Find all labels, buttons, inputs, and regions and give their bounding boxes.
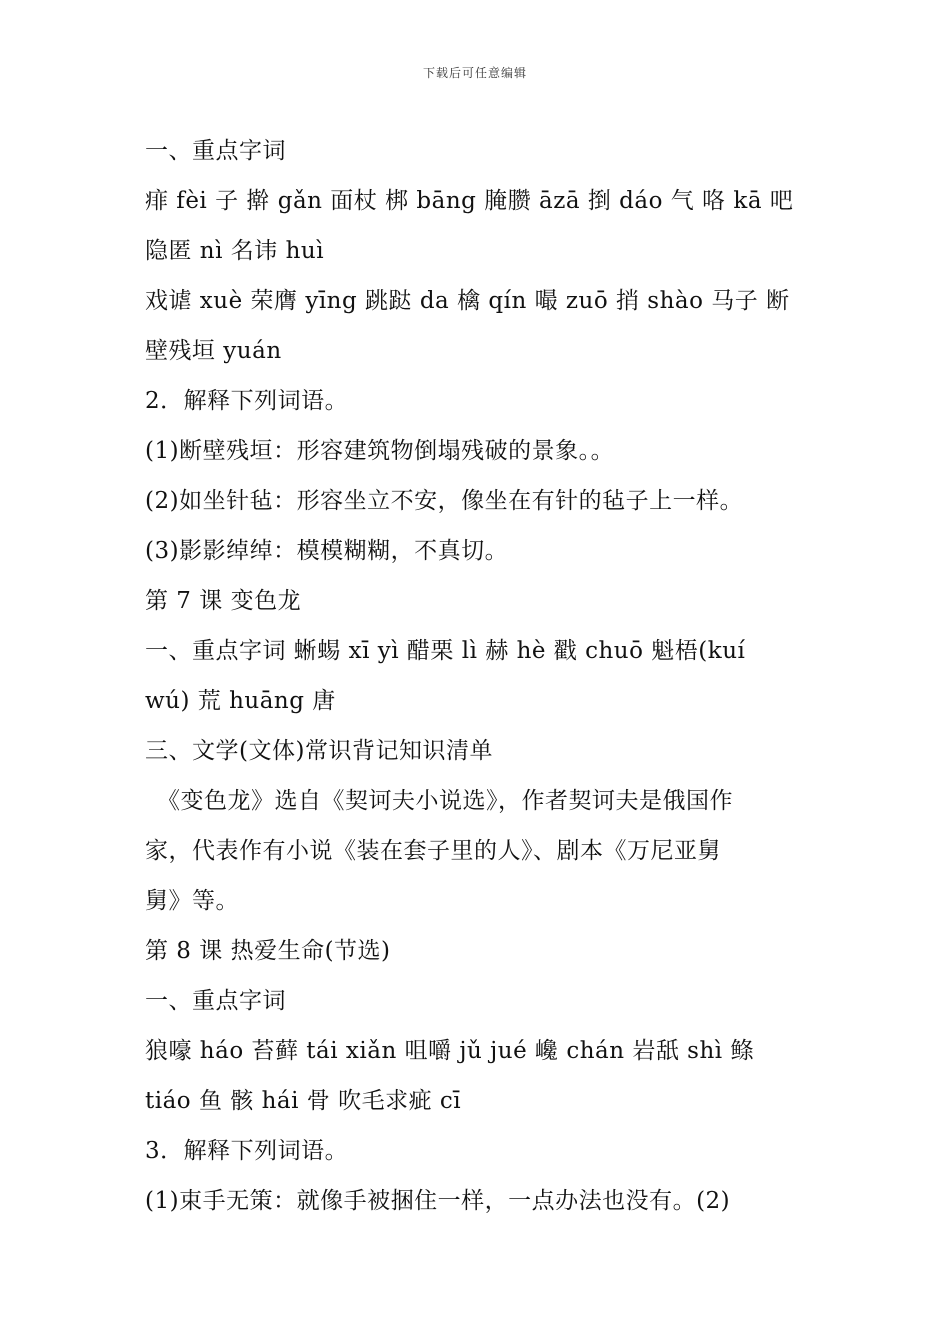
definition-item: (2)如坐针毡：形容坐立不安，像坐在有针的毡子上一样。 [145, 488, 744, 514]
section-heading-key-words: 一、重点字词 [145, 138, 286, 164]
vocab-line: tiáo 鱼 骸 hái 骨 吹毛求疵 cī [145, 1088, 462, 1114]
section-heading-explain: 2．解释下列词语。 [145, 388, 349, 414]
paragraph-line: 《变色龙》选自《契诃夫小说选》，作者契诃夫是俄国作 [157, 788, 733, 814]
vocab-line: 戏谑 xuè 荣膺 yīng 跳跶 da 檎 qín 嘬 zuō 捎 shào 马子 断 [145, 288, 790, 314]
page-header-note: 下载后可任意编辑 [422, 66, 527, 80]
paragraph-line: 舅》等。 [145, 888, 239, 914]
document-body [145, 126, 807, 1226]
section-heading-explain: 3．解释下列词语。 [145, 1138, 349, 1164]
section-heading-key-words: 一、重点字词 [145, 988, 286, 1014]
vocab-line: wú) 荒 huāng 唐 [145, 688, 336, 714]
section-heading-literature: 三、文学(文体)常识背记知识清单 [145, 738, 493, 764]
lesson-title: 第 7 课 变色龙 [145, 588, 302, 614]
lesson-title: 第 8 课 热爱生命(节选) [145, 938, 391, 964]
definition-item: (1)断壁残垣：形容建筑物倒塌残破的景象。。 [145, 438, 615, 464]
paragraph-line: 家，代表作有小说《装在套子里的人》、剧本《万尼亚舅 [145, 838, 721, 864]
vocab-line: 隐匿 nì 名讳 huì [145, 238, 325, 264]
definition-item: (1)束手无策：就像手被捆住一样，一点办法也没有。(2) [145, 1188, 731, 1214]
vocab-line: 狼嚎 háo 苔藓 tái xiǎn 咀嚼 jǔ jué 巉 chán 岩舐 shì 鲦 [145, 1038, 754, 1064]
vocab-line: 一、重点字词 蜥蜴 xī yì 醋栗 lì 赫 hè 戳 chuō 魁梧(kuí [145, 638, 746, 664]
definition-item: (3)影影绰绰：模模糊糊，不真切。 [145, 538, 509, 564]
vocab-line: 痱 fèi 子 擀 gǎn 面杖 梆 bāng 腌臜 āzā 捯 dáo 气 咯 kā 吧 [145, 188, 794, 214]
vocab-line: 壁残垣 yuán [145, 338, 282, 364]
